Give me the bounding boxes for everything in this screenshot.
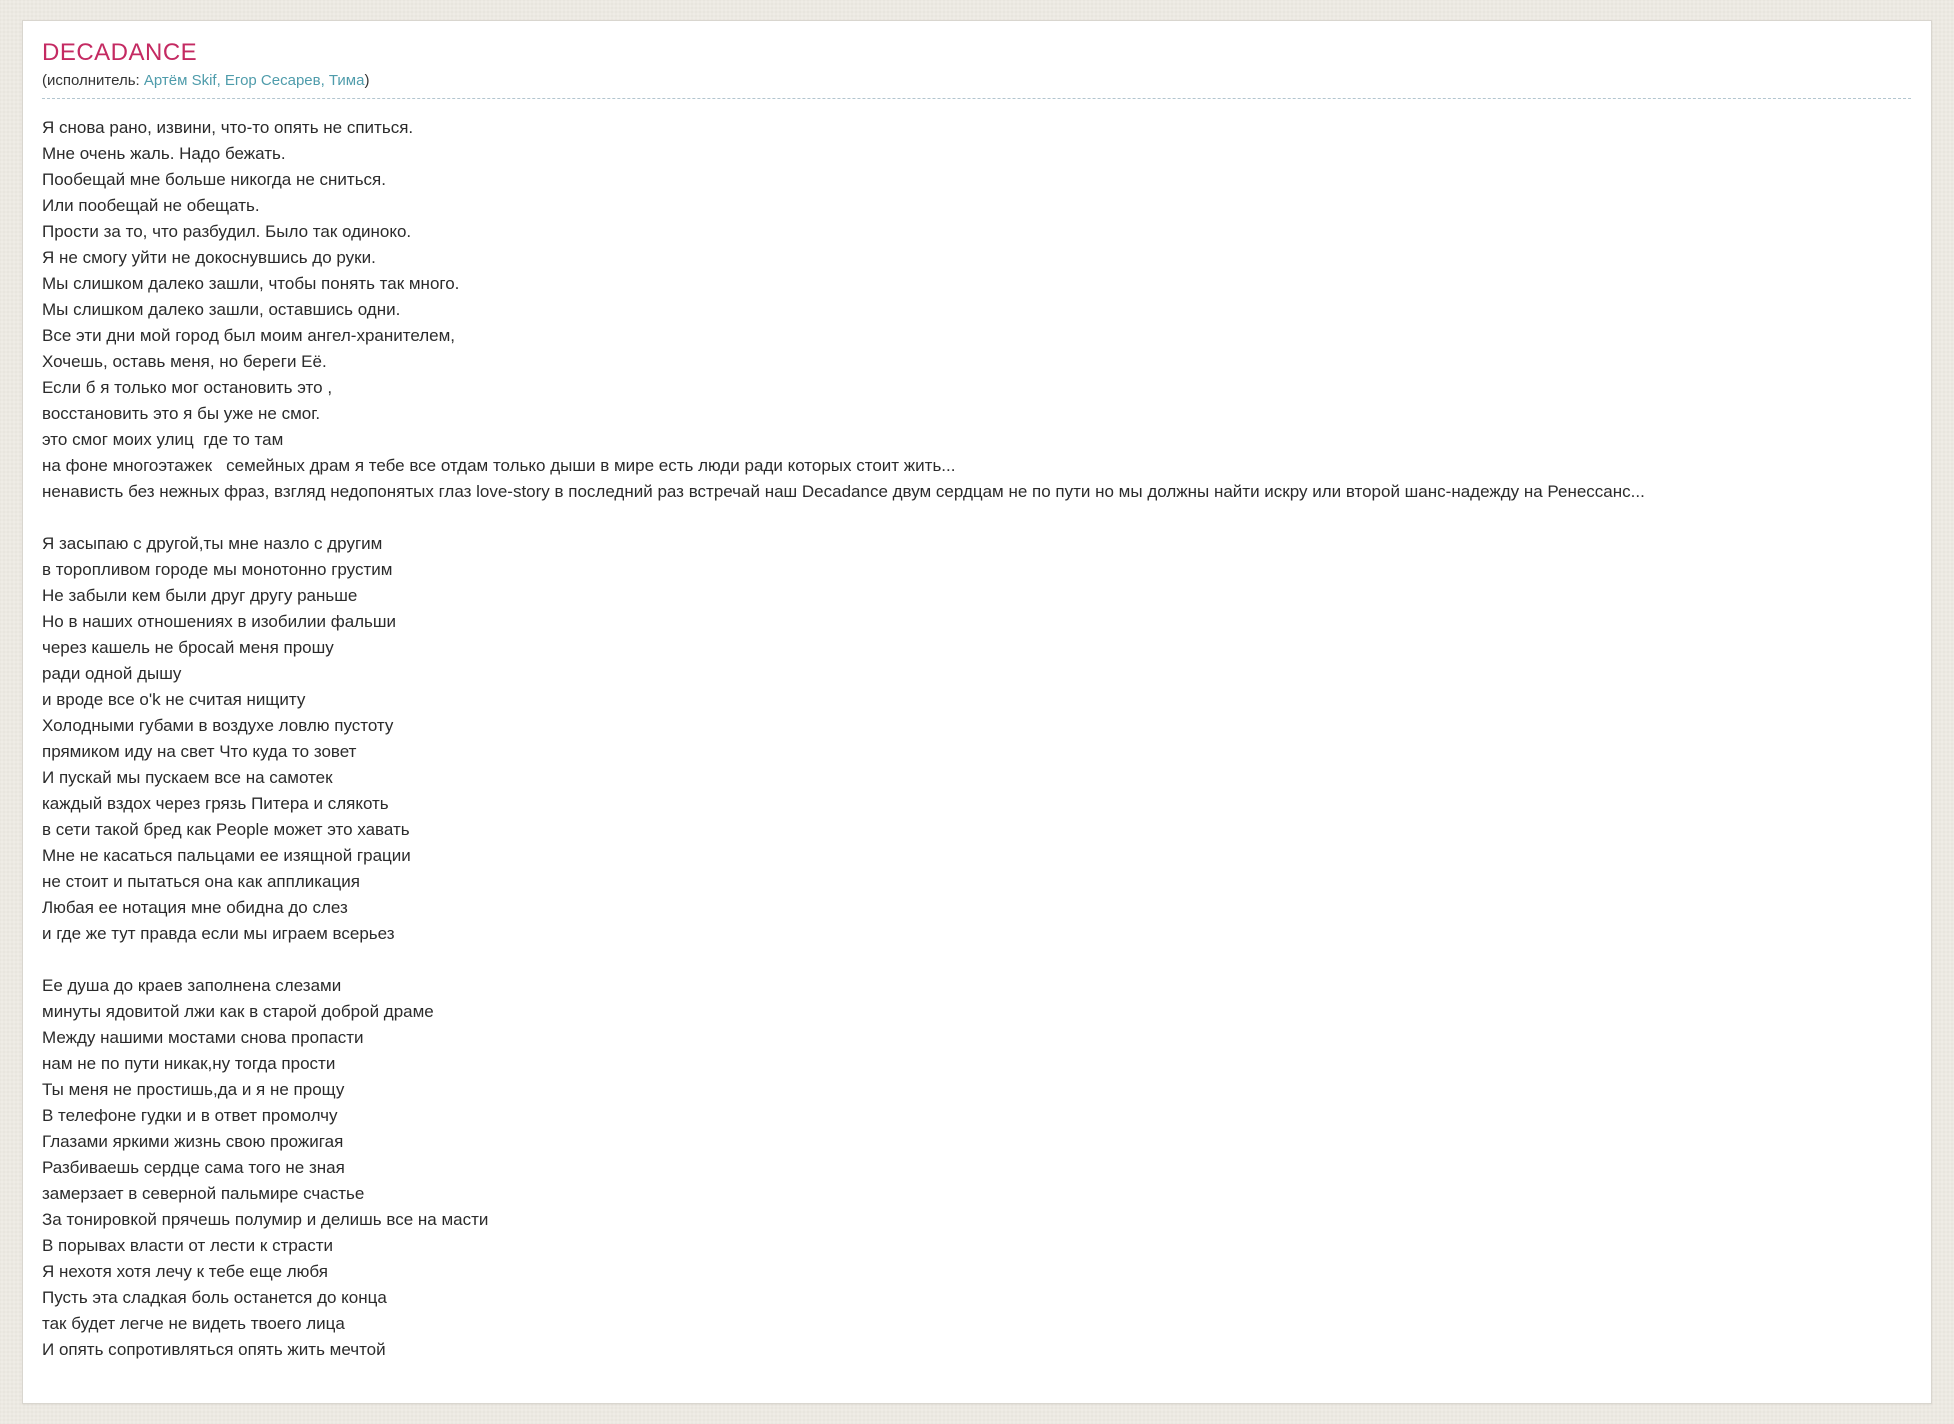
lyric-line: Пообещай мне больше никогда не сниться. (42, 170, 386, 190)
lyric-line: каждый вздох через грязь Питера и слякоть (42, 794, 389, 814)
lyric-line: и вроде все o'k не считая нищиту (42, 690, 306, 710)
performer-line (42, 71, 1911, 100)
lyric-line: Прости за то, что разбудил. Было так одиноко. (42, 222, 412, 242)
lyric-line: В телефоне гудки и в ответ промолчу (42, 1106, 338, 1126)
lyrics-stanza (42, 531, 1911, 947)
song-title: DECADANCE (42, 39, 198, 66)
lyric-line: Между нашими мостами снова пропасти (42, 1028, 364, 1048)
lyric-line: ненависть без нежных фраз, взгляд недопонятых глаз love-story в последний раз встречай наш Decadance двум сердцам не по пути но мы должны найти искру или второй шанс-надежду на Ренессанс... (42, 482, 1645, 502)
lyric-line: так будет легче не видеть твоего лица (42, 1314, 345, 1334)
lyric-line: За тонировкой прячешь полумир и делишь все на масти (42, 1210, 489, 1230)
lyric-line: Мы слишком далеко зашли, чтобы понять так много. (42, 274, 460, 294)
lyric-line: нам не по пути никак,ну тогда прости (42, 1054, 336, 1074)
lyric-line: Хочешь, оставь меня, но береги Её. (42, 352, 327, 372)
performer-suffix: ) (364, 71, 370, 89)
lyric-line: И пускай мы пускаем все на самотек (42, 768, 333, 788)
lyric-line: В порывах власти от лести к страсти (42, 1236, 334, 1256)
lyric-line: это смог моих улиц где то там (42, 430, 284, 450)
lyric-line: Любая ее нотация мне обидна до слез (42, 898, 348, 918)
lyric-line: восстановить это я бы уже не смог. (42, 404, 321, 424)
lyric-line: Ты меня не простишь,да и я не прощу (42, 1080, 345, 1100)
lyric-line: Пусть эта сладкая боль останется до конца (42, 1288, 387, 1308)
lyric-line: на фоне многоэтажек семейных драм я тебе все отдам только дыши в мире есть люди ради которых стоит жить... (42, 456, 956, 476)
lyric-line: Ее душа до краев заполнена слезами (42, 976, 342, 996)
lyrics-stanza (42, 973, 1911, 1363)
lyric-line: и где же тут правда если мы играем всерьез (42, 924, 395, 944)
lyric-line: Разбиваешь сердце сама того не зная (42, 1158, 345, 1178)
lyrics-stanza (42, 115, 1911, 505)
lyric-line: ради одной дышу (42, 664, 182, 684)
lyric-line: Я нехотя хотя лечу к тебе еще любя (42, 1262, 328, 1282)
lyric-line: минуты ядовитой лжи как в старой доброй драме (42, 1002, 434, 1022)
lyric-line: в сети такой бред как People может это хавать (42, 820, 410, 840)
lyric-line: Мне не касаться пальцами ее изящной грации (42, 846, 411, 866)
lyric-line: Я засыпаю с другой,ты мне назло с другим (42, 534, 383, 554)
lyric-line: Мне очень жаль. Надо бежать. (42, 144, 286, 164)
lyric-line: через кашель не бросай меня прошу (42, 638, 334, 658)
lyric-line: Все эти дни мой город был моим ангел-хранителем, (42, 326, 456, 346)
artist-link[interactable]: Артём Skif, Егор Сесарев, Тима (143, 71, 365, 89)
lyric-line: Не забыли кем были друг другу раньше (42, 586, 358, 606)
lyric-line: Я не смогу уйти не докоснувшись до руки. (42, 248, 376, 268)
lyric-line: И опять сопротивляться опять жить мечтой (42, 1340, 386, 1360)
lyric-line: прямиком иду на свет Что куда то зовет (42, 742, 357, 762)
lyrics (42, 115, 1911, 1363)
lyrics-card (22, 20, 1932, 1404)
performer-label: (исполнитель: (42, 71, 144, 89)
lyric-line: Глазами яркими жизнь свою прожигая (42, 1132, 344, 1152)
lyric-line: Я снова рано, извини, что-то опять не спиться. (42, 118, 414, 138)
lyric-line: Холодными губами в воздухе ловлю пустоту (42, 716, 394, 736)
lyric-line: Мы слишком далеко зашли, оставшись одни. (42, 300, 401, 320)
lyric-line: Или пообещай не обещать. (42, 196, 260, 216)
lyric-line: не стоит и пытаться она как аппликация (42, 872, 360, 892)
lyric-line: в торопливом городе мы монотонно грустим (42, 560, 393, 580)
lyric-line: Если б я только мог остановить это , (42, 378, 333, 398)
lyric-line: замерзает в северной пальмире счастье (42, 1184, 365, 1204)
lyric-line: Но в наших отношениях в изобилии фальши (42, 612, 397, 632)
